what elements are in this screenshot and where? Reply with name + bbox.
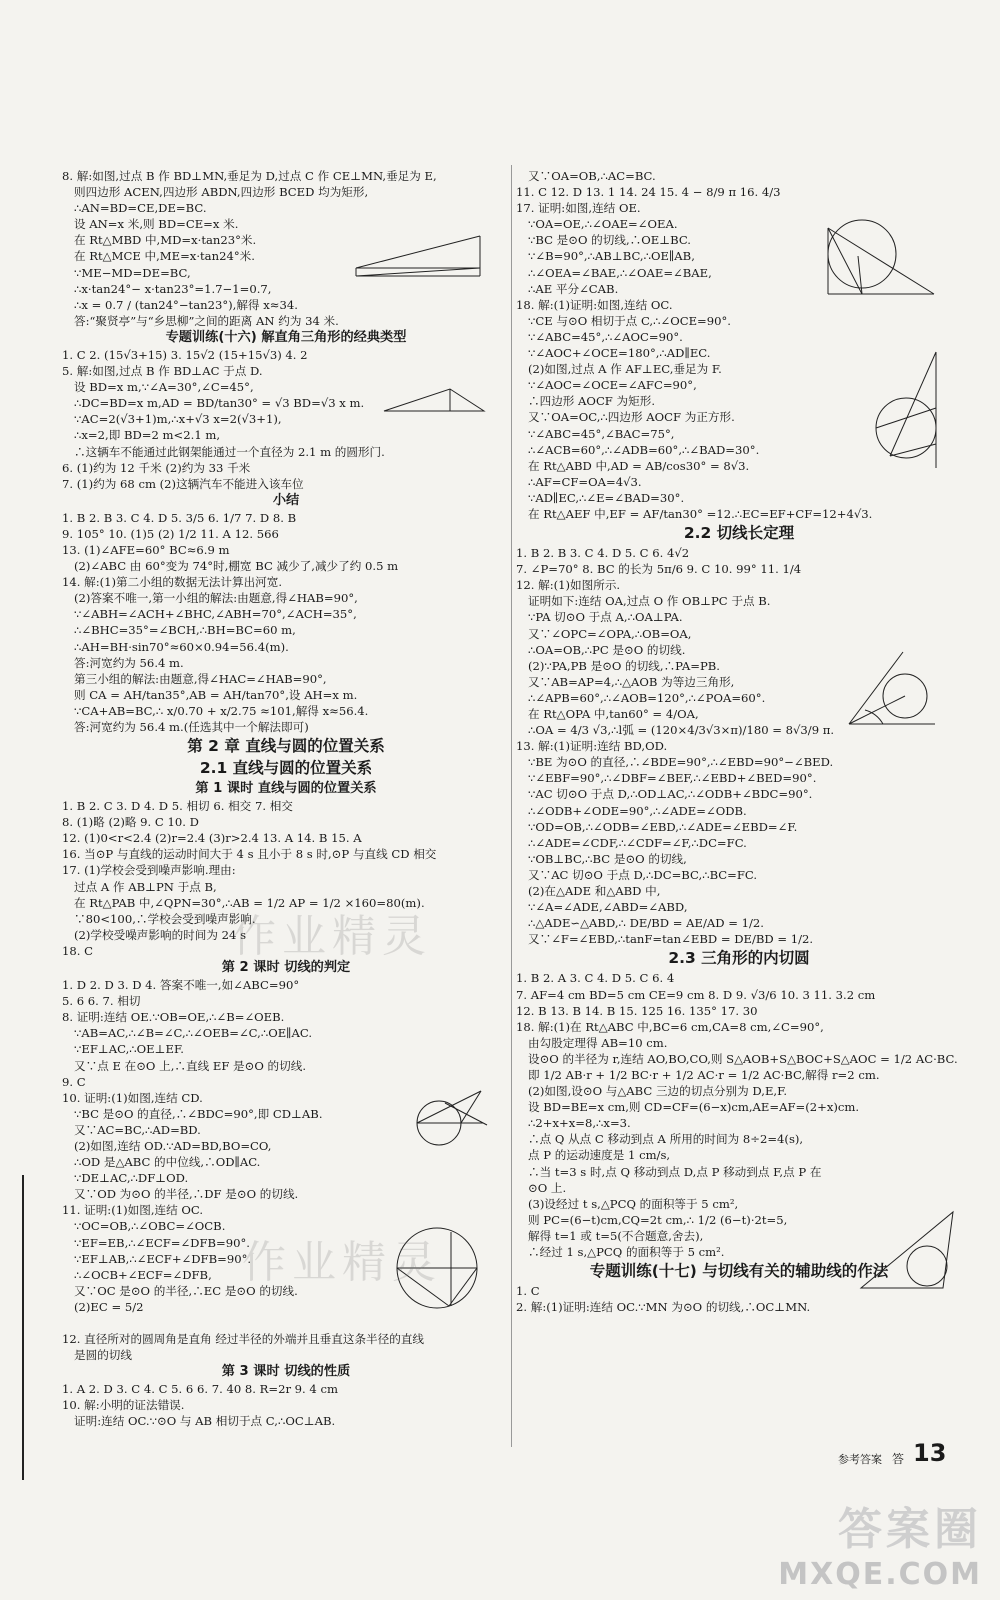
answer-line: 6. (1)约为 12 千米 (2)约为 33 千米: [62, 460, 251, 475]
binding-rule: [22, 1175, 24, 1480]
answer-line: 11. C 12. D 13. 1 14. 24 15. 4 − 8/9 π 16. 4/3: [516, 185, 781, 200]
page-footer: [838, 1439, 947, 1467]
answer-line: 又∵OA=OB,∴AC=BC.: [528, 169, 656, 183]
answer-line: 8. 解:如图,过点 B 作 BD⊥MN,垂足为 D,过点 C 作 CE⊥MN,垂足为 E,: [62, 169, 437, 183]
answer-line: ∵OC=OB,∴∠OBC=∠OCB.: [74, 1219, 226, 1234]
answer-line: ∵∠ABC=45°,∠BAC=75°,: [528, 426, 675, 441]
answer-line: ∵BC 是⊙O 的直径,∴∠BDC=90°,即 CD⊥AB.: [74, 1106, 323, 1121]
answer-line: 10. 解:小明的证法错误.: [62, 1398, 185, 1413]
answer-line: 答:河宽约为 56.4 m.(任选其中一个解法即可): [74, 720, 309, 734]
answer-line: ∴x=2,即 BD=2 m<2.1 m,: [74, 428, 221, 443]
answer-line: ∵BC 是⊙O 的切线,∴OE⊥BC.: [528, 233, 691, 248]
figure-triangle-abc: [380, 385, 492, 415]
section-heading: 2.2 切线长定理: [683, 524, 795, 543]
answer-line: 18. 解:(1)在 Rt△ABC 中,BC=6 cm,CA=8 cm,∠C=90°,: [516, 1019, 824, 1034]
answer-line: 在 Rt△ABD 中,AD = AB/cos30° = 8√3.: [528, 458, 750, 473]
answer-line: 则 PC=(6−t)cm,CQ=2t cm,∴ 1/2 (6−t)·2t=5,: [528, 1212, 788, 1227]
figure-circle-aefc: [868, 348, 954, 478]
answer-line: 17. 证明:如图,连结 OE.: [516, 201, 641, 216]
answer-line: ∴x = 0.7 / (tan24°−tan23°),解得 x≈34.: [74, 297, 298, 312]
answer-line: (2)学校受噪声影响的时间为 24 s: [74, 927, 247, 942]
answer-line: 又∵OD 为⊙O 的半径,∴DF 是⊙O 的切线.: [74, 1187, 299, 1202]
answer-line: ∴OD 是△ABC 的中位线,∴OD∥AC.: [74, 1155, 261, 1170]
answer-line: ∵AC=2(√3+1)m,∴x+√3 x=2(√3+1),: [74, 412, 282, 427]
answer-line: 12. 直径所对的圆周角是直角 经过半径的外端并且垂直这条半径的直线: [62, 1332, 425, 1346]
answer-line: 在 Rt△MBD 中,MD=x·tan23°米.: [74, 233, 257, 248]
answer-line: ∵EF=EB,∴∠ECF=∠DFB=90°.: [74, 1235, 250, 1250]
answer-line: ∵OB⊥BC,∴BC 是⊙O 的切线,: [528, 851, 687, 866]
answer-line: 在 Rt△AEF 中,EF = AF/tan30° =12.∴EC=EF+CF=12+4√3.: [528, 506, 873, 521]
answer-line: ∴AN=BD=CE,DE=BC.: [74, 201, 207, 216]
answer-line: ∵EF⊥AC,∴OE⊥EF.: [74, 1042, 184, 1057]
answer-line: 5. 6 6. 7. 相切: [62, 994, 141, 1009]
answer-line: ∴点 Q 从点 C 移动到点 A 所用的时间为 8÷2=4(s),: [528, 1132, 804, 1147]
answer-line: 18. C: [62, 943, 93, 958]
figure-circle-bcdef: [405, 1087, 493, 1147]
answer-line: ∴∠ADE=∠CDF,∴∠CDF=∠F,∴DC=FC.: [528, 835, 747, 850]
answer-line: ∴AE 平分∠CAB.: [528, 281, 619, 296]
watermark-text: 作业精灵: [232, 911, 432, 962]
answer-line: ∵∠A=∠ADE,∠ABD=∠ABD,: [528, 900, 688, 915]
section-heading: 第 3 课时 切线的性质: [221, 1364, 351, 1380]
answer-line: 设 AN=x 米,则 BD=CE=x 米.: [74, 217, 239, 232]
answer-line: (2)∠ABC 由 60°变为 74°时,棚宽 BC 减少了,减少了约 0.5 m: [74, 559, 399, 574]
answer-line: 1. C: [516, 1284, 540, 1299]
answer-line: 由勾股定理得 AB=10 cm.: [528, 1035, 668, 1050]
section-heading: 第 1 课时 直线与圆的位置关系: [195, 781, 377, 797]
site-watermark: [778, 1493, 982, 1592]
answer-line: ∵∠ABH=∠ACH+∠BHC,∠ABH=70°,∠ACH=35°,: [74, 607, 357, 622]
answer-line: ∴AF=CF=OA=4√3.: [528, 474, 642, 489]
answer-line: ∴经过 1 s,△PCQ 的面积等于 5 cm².: [528, 1245, 725, 1259]
figure-elevation-m: [352, 232, 490, 282]
answer-line: 设 BD=BE=x cm,则 CD=CF=(6−x)cm,AE=AF=(2+x)cm.: [528, 1100, 860, 1115]
answer-line: (2)∵PA,PB 是⊙O 的切线,∴PA=PB.: [528, 658, 720, 673]
answer-line: 8. (1)略 (2)略 9. C 10. D: [62, 815, 199, 830]
answer-line: 则 CA = AH/tan35°,AB = AH/tan70°,设 AH=x m.: [74, 687, 358, 702]
footer-answer-mark: 答: [892, 1452, 905, 1466]
answer-line: ∴AH=BH·sin70°≈60×0.94=56.4(m).: [74, 639, 289, 654]
answer-line: ∵AB=AC,∴∠B=∠C,∴∠OEB=∠C,∴OE∥AC.: [74, 1026, 313, 1041]
answer-line: 1. B 2. C 3. D 4. D 5. 相切 6. 相交 7. 相交: [62, 799, 293, 814]
answer-line: ∴OA=OB,∴PC 是⊙O 的切线.: [528, 642, 686, 657]
answer-line: 过点 A 作 AB⊥PN 于点 B,: [74, 879, 217, 894]
answer-line: 又∵∠OPC=∠OPA,∴OB=OA,: [528, 626, 692, 641]
answer-line: ∴DC=BD=x m,AD = BD/tan30° = √3 BD=√3 x m.: [74, 396, 365, 411]
answer-line: ∴当 t=3 s 时,点 Q 移动到点 D,点 P 移动到点 F,点 P 在: [528, 1164, 822, 1179]
answer-line: 是圆的切线: [74, 1348, 132, 1363]
answer-line: 又∵AC=BC,∴AD=BD.: [74, 1122, 201, 1137]
answer-line: ∴∠OCB+∠ECF=∠DFB,: [74, 1267, 212, 1282]
section-heading: 第 2 课时 切线的判定: [221, 960, 351, 976]
answer-line: 又∵OA=OC,∴四边形 AOCF 为正方形.: [528, 410, 735, 425]
answer-line: ∵∠AOC=∠OCE=∠AFC=90°,: [528, 378, 697, 393]
answer-line: 7. (1)约为 68 cm (2)这辆汽车不能进入该车位: [62, 476, 304, 491]
answer-line: ∵AC 切⊙O 于点 D,∴OD⊥AC,∴∠ODB+∠BDC=90°.: [528, 787, 813, 802]
answer-line: 14. 解:(1)第二小组的数据无法计算出河宽.: [62, 575, 283, 590]
section-heading: 专题训练(十七) 与切线有关的辅助线的作法: [589, 1262, 889, 1281]
section-heading: 专题训练(十六) 解直角三角形的经典类型: [165, 329, 407, 345]
watermark-url: MXQE.COM: [778, 1557, 982, 1592]
answer-line: ∴∠APB=60°,∴∠AOB=120°,∴∠POA=60°.: [528, 690, 766, 705]
answer-line: 又∵OC 是⊙O 的半径,∴EC 是⊙O 的切线.: [74, 1283, 298, 1298]
answer-line: ∵DE⊥AC,∴DF⊥OD.: [74, 1171, 189, 1186]
answer-line: 设 BD=x m,∵∠A=30°,∠C=45°,: [74, 380, 254, 395]
answer-line: 证明如下:连结 OA,过点 O 作 OB⊥PC 于点 B.: [528, 594, 771, 609]
answer-line: 在 Rt△MCE 中,ME=x·tan24°米.: [74, 249, 255, 264]
answer-line: ∵ME−MD=DE=BC,: [74, 265, 191, 280]
answer-line: ∵∠B=90°,∴AB⊥BC,∴OE∥AB,: [528, 249, 695, 264]
answer-line: [62, 1315, 510, 1331]
answer-line: 点 P 的运动速度是 1 cm/s,: [528, 1148, 671, 1163]
answer-line: ∴这辆车不能通过此钢架能通过一个直径为 2.1 m 的圆形门.: [74, 444, 385, 459]
answer-line: (2)如图,设⊙O 与△ABC 三边的切点分别为 D,E,F.: [528, 1084, 788, 1099]
answer-line: ∴∠ACB=60°,∴∠ADB=60°,∴∠BAD=30°.: [528, 442, 760, 457]
answer-line: 16. 当⊙P 与直线的运动时间大于 4 s 且小于 8 s 时,⊙P 与直线 CD 相交: [62, 847, 437, 862]
watermark-text-2: 作业精灵: [242, 1237, 442, 1288]
answer-line: ∵80<100,∴学校会受到噪声影响.: [74, 911, 256, 926]
answer-line: 又∵点 E 在⊙O 上,∴直线 EF 是⊙O 的切线.: [74, 1058, 307, 1073]
answer-line: 则四边形 ACEN,四边形 ABDN,四边形 BCED 均为矩形,: [74, 185, 369, 200]
answer-line: 9. C: [62, 1074, 86, 1089]
answer-line: ∵∠EBF=90°,∴∠DBF=∠BEF,∴∠EBD+∠BED=90°.: [528, 771, 817, 786]
answer-line: 1. D 2. D 3. D 4. 答案不唯一,如∠ABC=90°: [62, 978, 300, 993]
figure-incircle: [857, 1208, 959, 1294]
answer-line: 在 Rt△OPA 中,tan60° = 4/OA,: [528, 707, 699, 721]
answer-line: ∴△ADE∽△ABD,∴ DE/BD = AE/AD = 1/2.: [528, 916, 764, 931]
answer-line: ∵OA=OE,∴∠OAE=∠OEA.: [528, 217, 678, 232]
answer-line: 11. 证明:(1)如图,连结 OC.: [62, 1203, 204, 1218]
section-heading: 小结: [272, 492, 300, 508]
column-divider: [511, 165, 512, 1447]
answer-line: ∴∠OEA=∠BAE,∴∠OAE=∠BAE,: [528, 265, 712, 280]
answer-line: 10. 证明:(1)如图,连结 CD.: [62, 1090, 203, 1105]
answer-line: ∴四边形 AOCF 为矩形.: [528, 394, 656, 409]
answer-line: 18. 解:(1)证明:如图,连结 OC.: [516, 297, 673, 312]
answer-line: (2)答案不唯一,第一小组的解法:由题意,得∠HAB=90°,: [74, 591, 358, 606]
answer-line: 答:“聚贤亭”与“乡思柳”之间的距离 AN 约为 34 米.: [74, 313, 339, 328]
answer-line: 13. 解:(1)证明:连结 BD,OD.: [516, 739, 668, 754]
answer-line: (2)如图,连结 OD.∵AD=BD,BO=CO,: [74, 1138, 272, 1153]
answer-line: ∴∠ODB+∠ODE=90°,∴∠ADE=∠ODB.: [528, 803, 747, 818]
answer-line: 8. 证明:连结 OE.∵OB=OE,∴∠B=∠OEB.: [62, 1010, 285, 1025]
right-column: [516, 168, 962, 1315]
answer-line: 1. C 2. (15√3+15) 3. 15√2 (15+15√3) 4. 2: [62, 347, 308, 362]
answer-line: 1. B 2. B 3. C 4. D 5. 3/5 6. 1/7 7. D 8. B: [62, 510, 297, 525]
answer-line: ∵CA+AB=BC,∴ x/0.70 + x/2.75 ≈101,解得 x≈56.4.: [74, 703, 369, 718]
answer-line: 又∵∠F=∠EBD,∴tanF=tan∠EBD = DE/BD = 1/2.: [528, 932, 814, 947]
answer-line: ∴OA = 4/3 √3,∴l弧 = (120×4/3√3×π)/180 = 8√3/9 π.: [528, 723, 835, 738]
answer-line: 12. (1)0<r<2.4 (2)r=2.4 (3)r>2.4 13. A 14. B 15. A: [62, 831, 362, 846]
answer-line: ∴2+x+x=8,∴x=3.: [528, 1116, 631, 1131]
answer-line: 2. 解:(1)证明:连结 OC.∵MN 为⊙O 的切线,∴OC⊥MN.: [516, 1300, 811, 1315]
answer-line: 解得 t=1 或 t=5(不合题意,舍去),: [528, 1228, 704, 1243]
answer-line: 又∵AB=AP=4,∴△AOB 为等边三角形,: [528, 674, 735, 689]
answer-line: 证明:连结 OC.∵⊙O 与 AB 相切于点 C,∴OC⊥AB.: [74, 1414, 336, 1429]
answer-line: 1. B 2. B 3. C 4. D 5. C 6. 4√2: [516, 546, 690, 561]
answer-line: 9. 105° 10. (1)5 (2) 1/2 11. A 12. 566: [62, 526, 279, 541]
answer-line: 又∵AC 切⊙O 于点 D,∴DC=BC,∴BC=FC.: [528, 867, 758, 882]
answer-line: 在 Rt△PAB 中,∠QPN=30°,∴AB = 1/2 AP = 1/2 ×160=80(m).: [74, 895, 425, 910]
answer-line: (3)设经过 t s,△PCQ 的面积等于 5 cm²,: [528, 1196, 739, 1211]
answer-line: ∴∠BHC=35°=∠BCH,∴BH=BC=60 m,: [74, 623, 296, 638]
answer-line: (2)EC = 5/2: [74, 1299, 144, 1314]
answer-line: 设⊙O 的半径为 r,连结 AO,BO,CO,则 S△AOB+S△BOC+S△AOC = 1/2 AC·BC.: [528, 1051, 958, 1066]
answer-line: 1. A 2. D 3. C 4. C 5. 6 6. 7. 40 8. R=2r 9. 4 cm: [62, 1382, 338, 1397]
answer-line: ∵EF⊥AB,∴∠ECF+∠DFB=90°.: [74, 1251, 252, 1266]
answer-line: 7. AF=4 cm BD=5 cm CE=9 cm 8. D 9. √3/6 10. 3 11. 3.2 cm: [516, 987, 876, 1002]
answer-line: 13. (1)∠AFE=60° BC≈6.9 m: [62, 542, 230, 557]
watermark-brand: 答案圈: [838, 1504, 982, 1555]
figure-circle-oe: [822, 216, 940, 302]
answer-line: 17. (1)学校会受到噪声影响.理由:: [62, 863, 236, 878]
answer-line: ∵PA 切⊙O 于点 A,∴OA⊥PA.: [528, 610, 683, 625]
answer-line: 12. 解:(1)如图所示.: [516, 578, 621, 593]
answer-line: ∵CE 与⊙O 相切于点 C,∴∠OCE=90°.: [528, 313, 731, 328]
answer-line: (2)在△ADE 和△ABD 中,: [528, 884, 661, 899]
answer-line: 5. 解:如图,过点 B 作 BD⊥AC 于点 D.: [62, 364, 263, 379]
answer-line: 12. B 13. B 14. B 15. 125 16. 135° 17. 30: [516, 1003, 758, 1018]
answer-line: 第三小组的解法:由题意,得∠HAC=∠HAB=90°,: [74, 671, 327, 686]
footer-label: 参考答案: [838, 1453, 882, 1466]
answer-line: ⊙O 上.: [528, 1180, 567, 1195]
answer-line: ∵∠AOC+∠OCE=180°,∴AD∥EC.: [528, 346, 711, 361]
answer-line: 7. ∠P=70° 8. BC 的长为 5π/6 9. C 10. 99° 11. 1/4: [516, 562, 802, 577]
answer-line: 即 1/2 AB·r + 1/2 BC·r + 1/2 AC·r = 1/2 AC·BC,解得 r=2 cm.: [528, 1067, 880, 1082]
answer-line: (2)如图,过点 A 作 AF⊥EC,垂足为 F.: [528, 362, 722, 377]
section-heading: 第 2 章 直线与圆的位置关系: [187, 737, 385, 756]
answer-line: ∴x·tan24°− x·tan23°=1.7−1=0.7,: [74, 281, 272, 296]
answer-line: 1. B 2. A 3. C 4. D 5. C 6. 4: [516, 971, 675, 986]
answer-line: ∵OD=OB,∴∠ODB=∠EBD,∴∠ADE=∠EBD=∠F.: [528, 819, 798, 834]
answer-line: 答:河宽约为 56.4 m.: [74, 655, 184, 670]
figure-tangent-pabc: [843, 648, 941, 736]
page-number: 13: [913, 1439, 947, 1467]
answer-line: ∵∠ABC=45°,∴∠AOC=90°.: [528, 329, 683, 344]
section-heading: 2.1 直线与圆的位置关系: [199, 759, 373, 778]
answer-line: ∵BE 为⊙O 的直径,∴∠BDE=90°,∴∠EBD=90°−∠BED.: [528, 755, 834, 770]
answer-line: ∵AD∥EC,∴∠E=∠BAD=30°.: [528, 490, 685, 505]
section-heading: 2.3 三角形的内切圆: [668, 949, 810, 968]
